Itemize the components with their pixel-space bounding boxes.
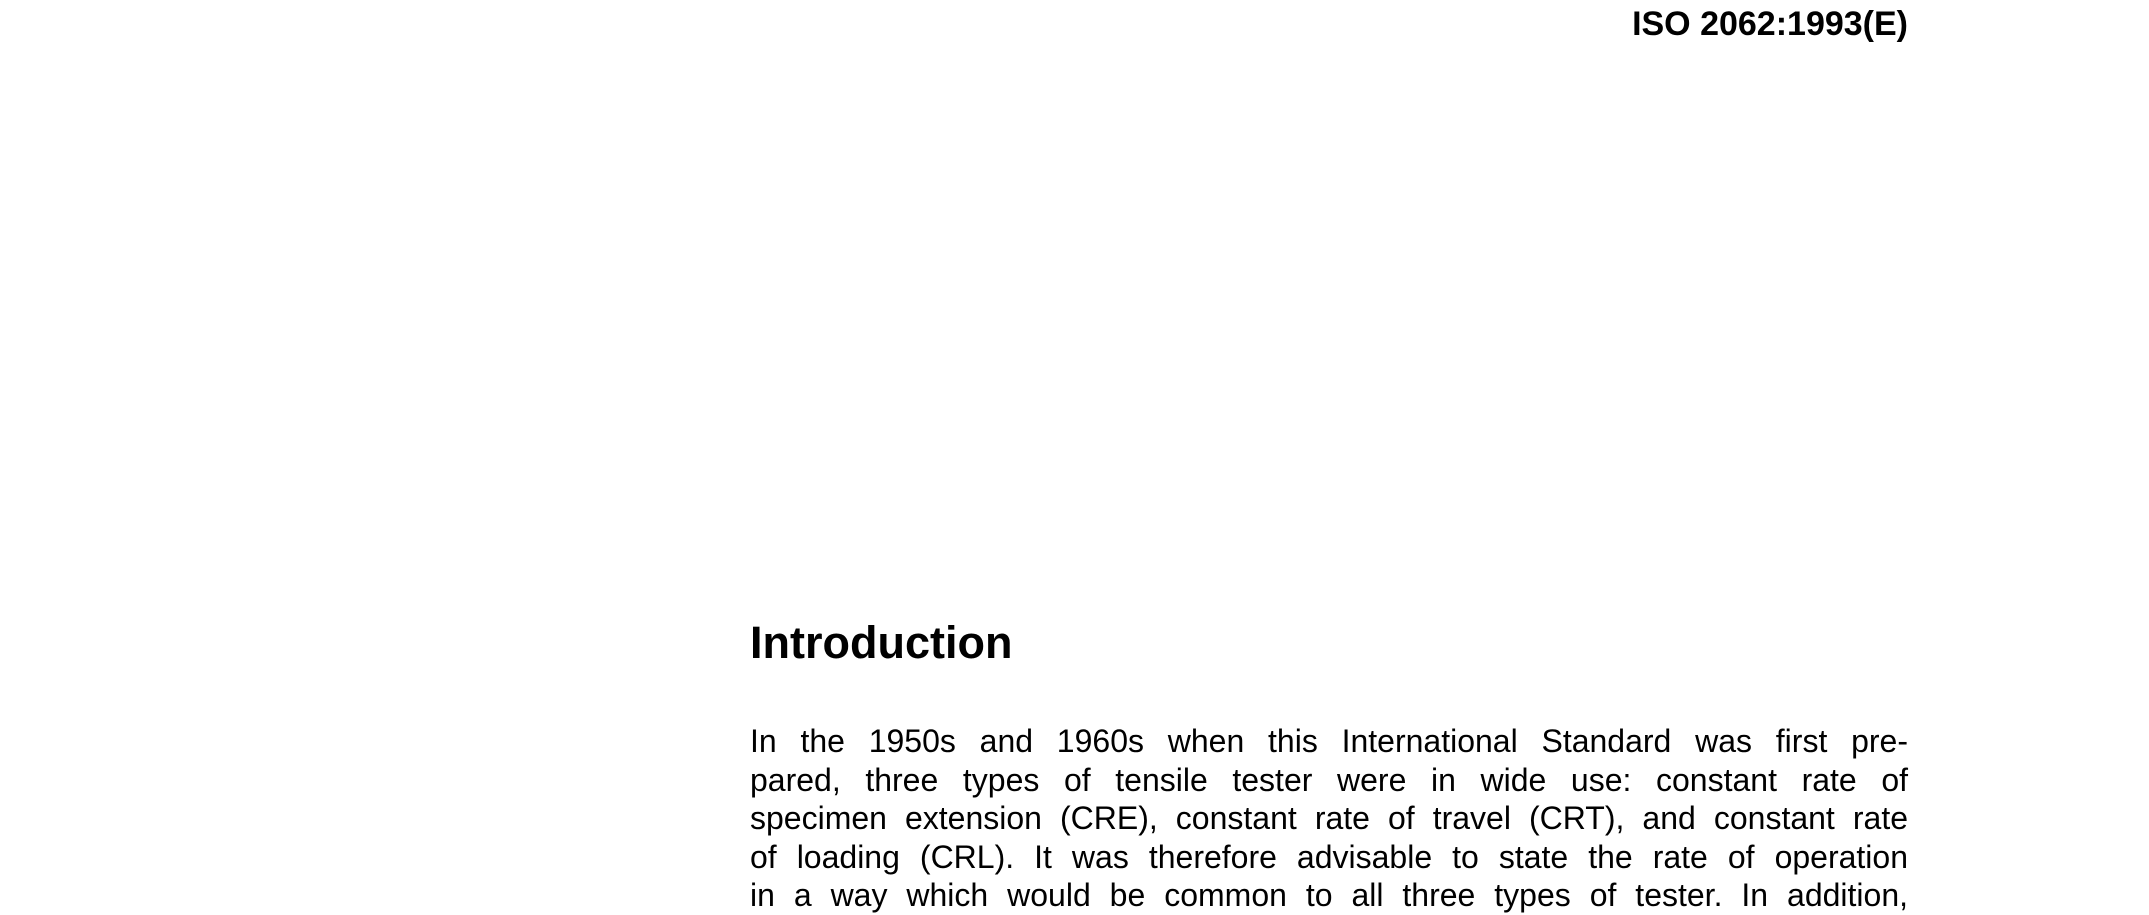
introduction-paragraph [750, 722, 1908, 915]
paragraph-line: In the 1950s and 1960s when this International Standard was first pre- [750, 723, 1908, 759]
paragraph-line: of loading (CRL). It was therefore advisable to state the rate of operation [750, 838, 1908, 875]
paragraph-line: in a way which would be common to all three types of tester. In addition, [750, 877, 1908, 913]
paragraph-line: pared, three types of tensile tester were in wide use: constant rate of [750, 761, 1908, 798]
document-standard-id: ISO 2062:1993(E) [1632, 5, 1908, 43]
section-title: Introduction [750, 617, 1013, 668]
paragraph-line: specimen extension (CRE), constant rate of travel (CRT), and constant rate [750, 800, 1908, 836]
